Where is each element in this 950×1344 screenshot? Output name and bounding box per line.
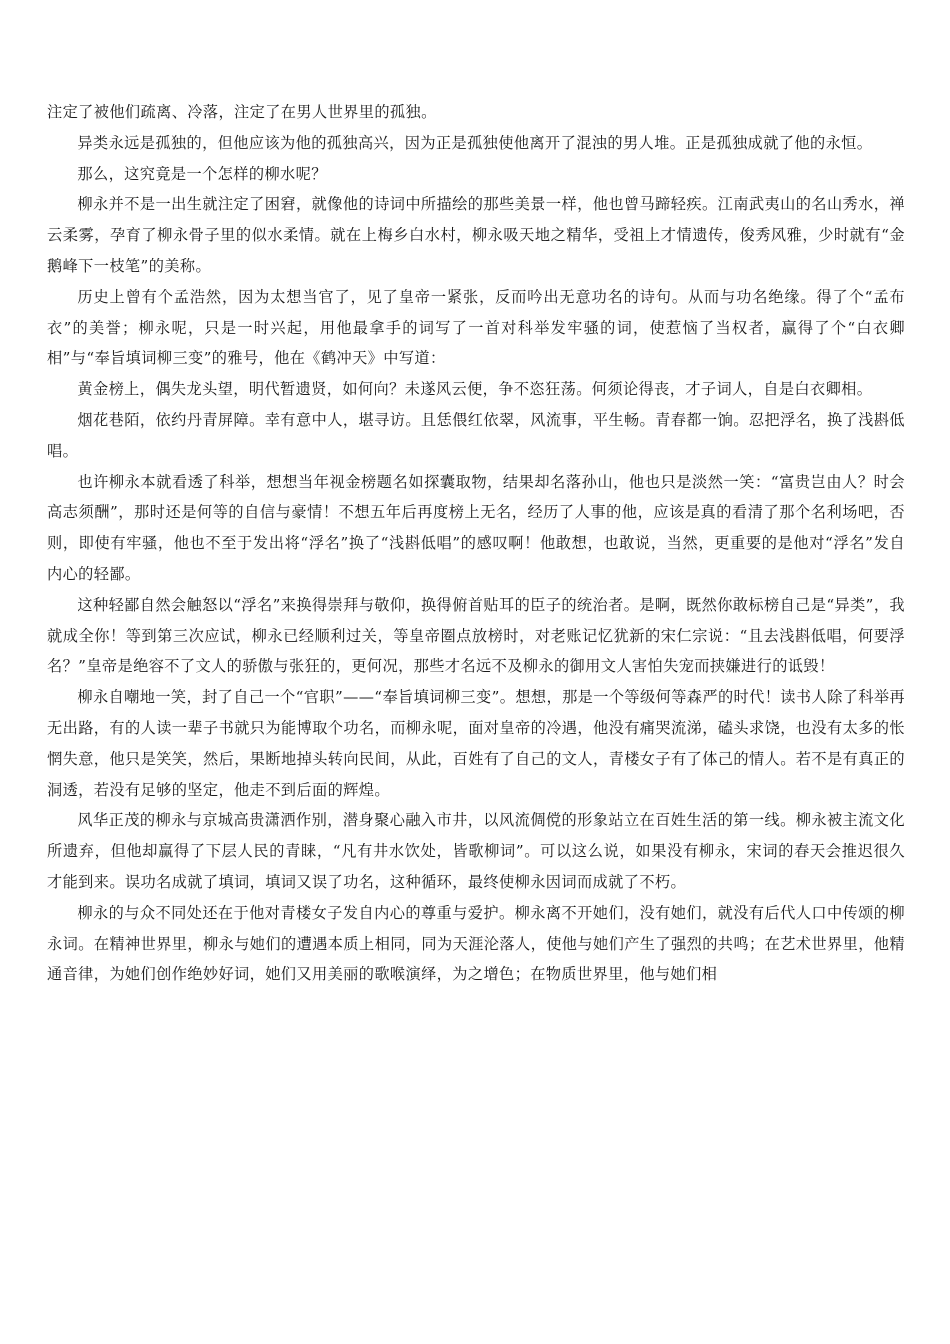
paragraph-11: 风华正茂的柳永与京城高贵潇洒作别，潜身聚心融入市井，以风流倜傥的形象站立在百姓生活的第一线。柳永被主流文化所遗弃，但他却赢得了下层人民的青睐，“凡有井水饮处，皆歌柳词”。可以这么说，如果没有柳永，宋词的春天会推迟很久才能到来。误功名成就了填词，填词又误了功名，这种循环，最终使柳永因词而成就了不朽。 [47, 811, 905, 891]
paragraph-2: 异类永远是孤独的，但他应该为他的孤独高兴，因为正是孤独使他离开了混浊的男人堆。正是孤独成就了他的永恒。 [77, 133, 873, 152]
paragraph-5: 历史上曾有个孟浩然，因为太想当官了，见了皇帝一紧张，反而吟出无意功名的诗句。从而与功名绝缘。得了个“孟布衣”的美誉；柳永呢，只是一时兴起，用他最拿手的词写了一首对科举发牢骚的词，使惹恼了当权者，赢得了个“白衣卿相”与“奉旨填词柳三变”的雅号，他在《鹤冲天》中写道： [47, 287, 905, 368]
paragraph-7: 烟花巷陌，依约丹青屏障。幸有意中人，堪寻访。且恁偎红依翠，风流事，平生畅。青春都一饷。忍把浮名，换了浅斟低唱。 [47, 410, 905, 460]
paragraph-1: 注定了被他们疏离、冷落，注定了在男人世界里的孤独。 [47, 103, 437, 121]
paragraph-6: 黄金榜上，偶失龙头望，明代暂遗贤，如何向？未遂风云便，争不恣狂荡。何须论得丧，才子词人，自是白衣卿相。 [77, 380, 873, 399]
paragraph-12: 柳永的与众不同处还在于他对青楼女子发自内心的尊重与爱护。柳永离不开她们，没有她们，就没有后代人口中传颂的柳永词。在精神世界里，柳永与她们的遭遇本质上相同，同为天涯沦落人，使他与她们产生了强烈的共鸣；在艺术世界里，他精通音律，为她们创作绝妙好词，她们又用美丽的歌喉演绎，为之增色；在物质世界里，他与她们相 [47, 903, 905, 984]
paragraph-10: 柳永自嘲地一笑，封了自己一个“官职”——“奉旨填词柳三变”。想想，那是一个等级何等森严的时代！读书人除了科举再无出路，有的人读一辈子书就只为能博取个功名，而柳永呢，面对皇帝的冷遇，他没有痛哭流涕，磕头求饶，也没有太多的怅惘失意，他只是笑笑，然后，果断地掉头转向民间，从此，百姓有了自己的文人，青楼女子有了体己的情人。若不是有真正的洞透，若没有足够的坚定，他走不到后面的辉煌。 [47, 688, 906, 799]
document-page [47, 97, 905, 990]
paragraph-4: 柳永并不是一出生就注定了困窘，就像他的诗词中所描绘的那些美景一样，他也曾马蹄轻疾。江南武夷山的名山秀水，禅云柔雾，孕育了柳永骨子里的似水柔情。就在上梅乡白水村，柳永吸天地之精华，受祖上才情遗传，俊秀风雅，少时就有“金鹅峰下一枝笔”的美称。 [47, 195, 905, 275]
paragraph-9: 这种轻鄙自然会触怒以“浮名”来换得崇拜与敬仰，换得俯首贴耳的臣子的统治者。是啊，既然你敢标榜自己是“异类”，我就成全你！等到第三次应试，柳永已经顺利过关，等皇帝圈点放榜时，对老账记忆犹新的宋仁宗说：“且去浅斟低唱，何要浮名？”皇帝是绝容不了文人的骄傲与张狂的，更何况，那些才名远不及柳永的御用文人害怕失宠而挟嫌进行的诋毁！ [47, 595, 906, 676]
paragraph-8: 也许柳永本就看透了科举，想想当年视金榜题名如探囊取物，结果却名落孙山，他也只是淡然一笑：“富贵岂由人？时会高志须酬”，那时还是何等的自信与豪情！不想五年后再度榜上无名，经历了人事的他，应该是真的看清了那个名利场吧，否则，即使有牢骚，他也不至于发出将“浮名”换了“浅斟低唱”的感叹啊！他敢想，也敢说，当然，更重要的是他对“浮名”发自内心的轻鄙。 [47, 472, 905, 583]
paragraph-3: 那么，这究竟是一个怎样的柳水呢？ [77, 164, 327, 183]
